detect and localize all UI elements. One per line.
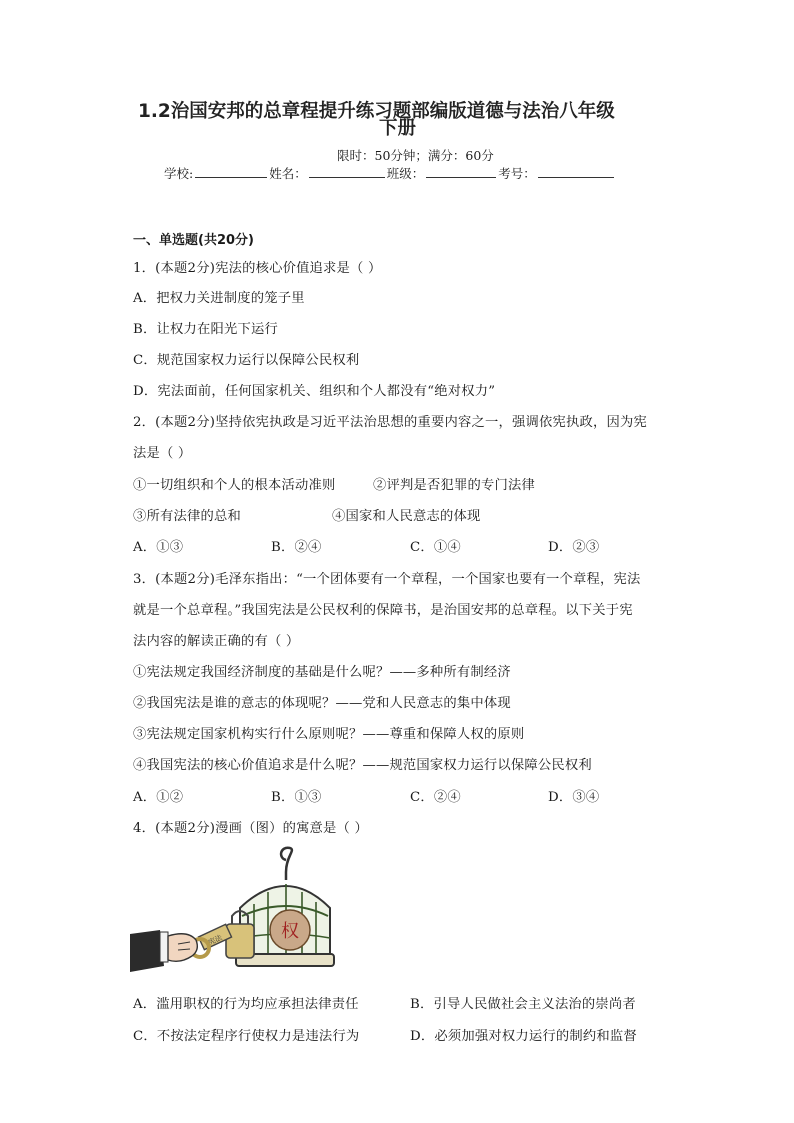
q4-option-b: B．引导人民做社会主义法治的崇尚者	[410, 997, 636, 1012]
q1-option-b: B．让权力在阳光下运行	[133, 322, 278, 337]
name-label: 姓名：	[269, 166, 307, 181]
q1-option-d: D．宪法面前，任何国家机关、组织和个人都没有“绝对权力”	[133, 384, 496, 399]
school-label: 学校:	[164, 166, 194, 181]
time-limit-info: 限时：50分钟；满分：60分	[337, 148, 494, 163]
q3-statement-4: ④我国宪法的核心价值追求是什么呢？——规范国家权力运行以保障公民权利	[133, 758, 592, 773]
q3-stem-line-2: 就是一个总章程。”我国宪法是公民权利的保障书，是治国安邦的总章程。以下关于宪	[133, 603, 633, 618]
class-label: 班级：	[386, 166, 425, 181]
q3-option-c: C．②④	[410, 790, 461, 805]
q2-stem-line-1: 2．(本题2分)坚持依宪执政是习近平法治思想的重要内容之一，强调依宪执政，因为宪	[133, 415, 647, 430]
q2-option-d: D．②③	[548, 540, 600, 555]
title-line-1: 1.2治国安邦的总章程提升练习题部编版道德与法治八年级	[138, 101, 615, 122]
q4-option-d: D．必须加强对权力运行的制约和监督	[410, 1029, 637, 1044]
q3-statement-2: ②我国宪法是谁的意志的体现呢？——党和人民意志的集中体现	[133, 696, 511, 711]
q1-option-a: A．把权力关进制度的笼子里	[133, 291, 305, 306]
name-blank[interactable]	[309, 164, 385, 178]
cartoon-ball-text: 权	[281, 921, 299, 942]
q4-option-a: A．滥用职权的行为均应承担法律责任	[133, 997, 359, 1012]
q3-option-d: D．③④	[548, 790, 600, 805]
number-label: 考号：	[498, 166, 536, 181]
q2-option-b: B．②④	[271, 540, 322, 555]
q2-option-c: C．①④	[410, 540, 461, 555]
cartoon-cage-illustration	[130, 846, 335, 978]
student-info-line	[164, 164, 616, 182]
cartoon-key-text: 宪法	[207, 933, 224, 947]
q3-option-b: B．①③	[271, 790, 322, 805]
q2-statement-1: ①一切组织和个人的根本活动准则	[133, 478, 336, 493]
q2-statement-3: ③所有法律的总和	[133, 509, 241, 524]
q4-option-c: C．不按法定程序行使权力是违法行为	[133, 1029, 360, 1044]
q2-statement-2: ②评判是否犯罪的专门法律	[373, 478, 535, 493]
q3-statement-3: ③宪法规定国家机构实行什么原则呢？——尊重和保障人权的原则	[133, 727, 525, 742]
q2-stem-line-2: 法是（ ）	[133, 446, 192, 461]
q1-stem: 1．(本题2分)宪法的核心价值追求是（ ）	[133, 261, 382, 276]
q4-stem: 4．(本题2分)漫画（图）的寓意是（ ）	[133, 821, 368, 836]
q3-statement-1: ①宪法规定我国经济制度的基础是什么呢？——多种所有制经济	[133, 665, 511, 680]
q3-stem-line-1: 3．(本题2分)毛泽东指出：“一个团体要有一个章程，一个国家也要有一个章程，宪法	[133, 572, 641, 587]
school-blank[interactable]	[195, 164, 267, 178]
q3-option-a: A．①②	[133, 790, 184, 805]
title-line-2: 下册	[379, 118, 417, 139]
number-blank[interactable]	[538, 164, 614, 178]
q2-statement-4: ④国家和人民意志的体现	[332, 509, 481, 524]
q1-option-c: C．规范国家权力运行以保障公民权利	[133, 353, 360, 368]
class-blank[interactable]	[426, 164, 496, 178]
q3-stem-line-3: 法内容的解读正确的有（ ）	[133, 634, 300, 649]
q2-option-a: A．①③	[133, 540, 184, 555]
section-heading: 一、单选题(共20分)	[133, 233, 254, 248]
